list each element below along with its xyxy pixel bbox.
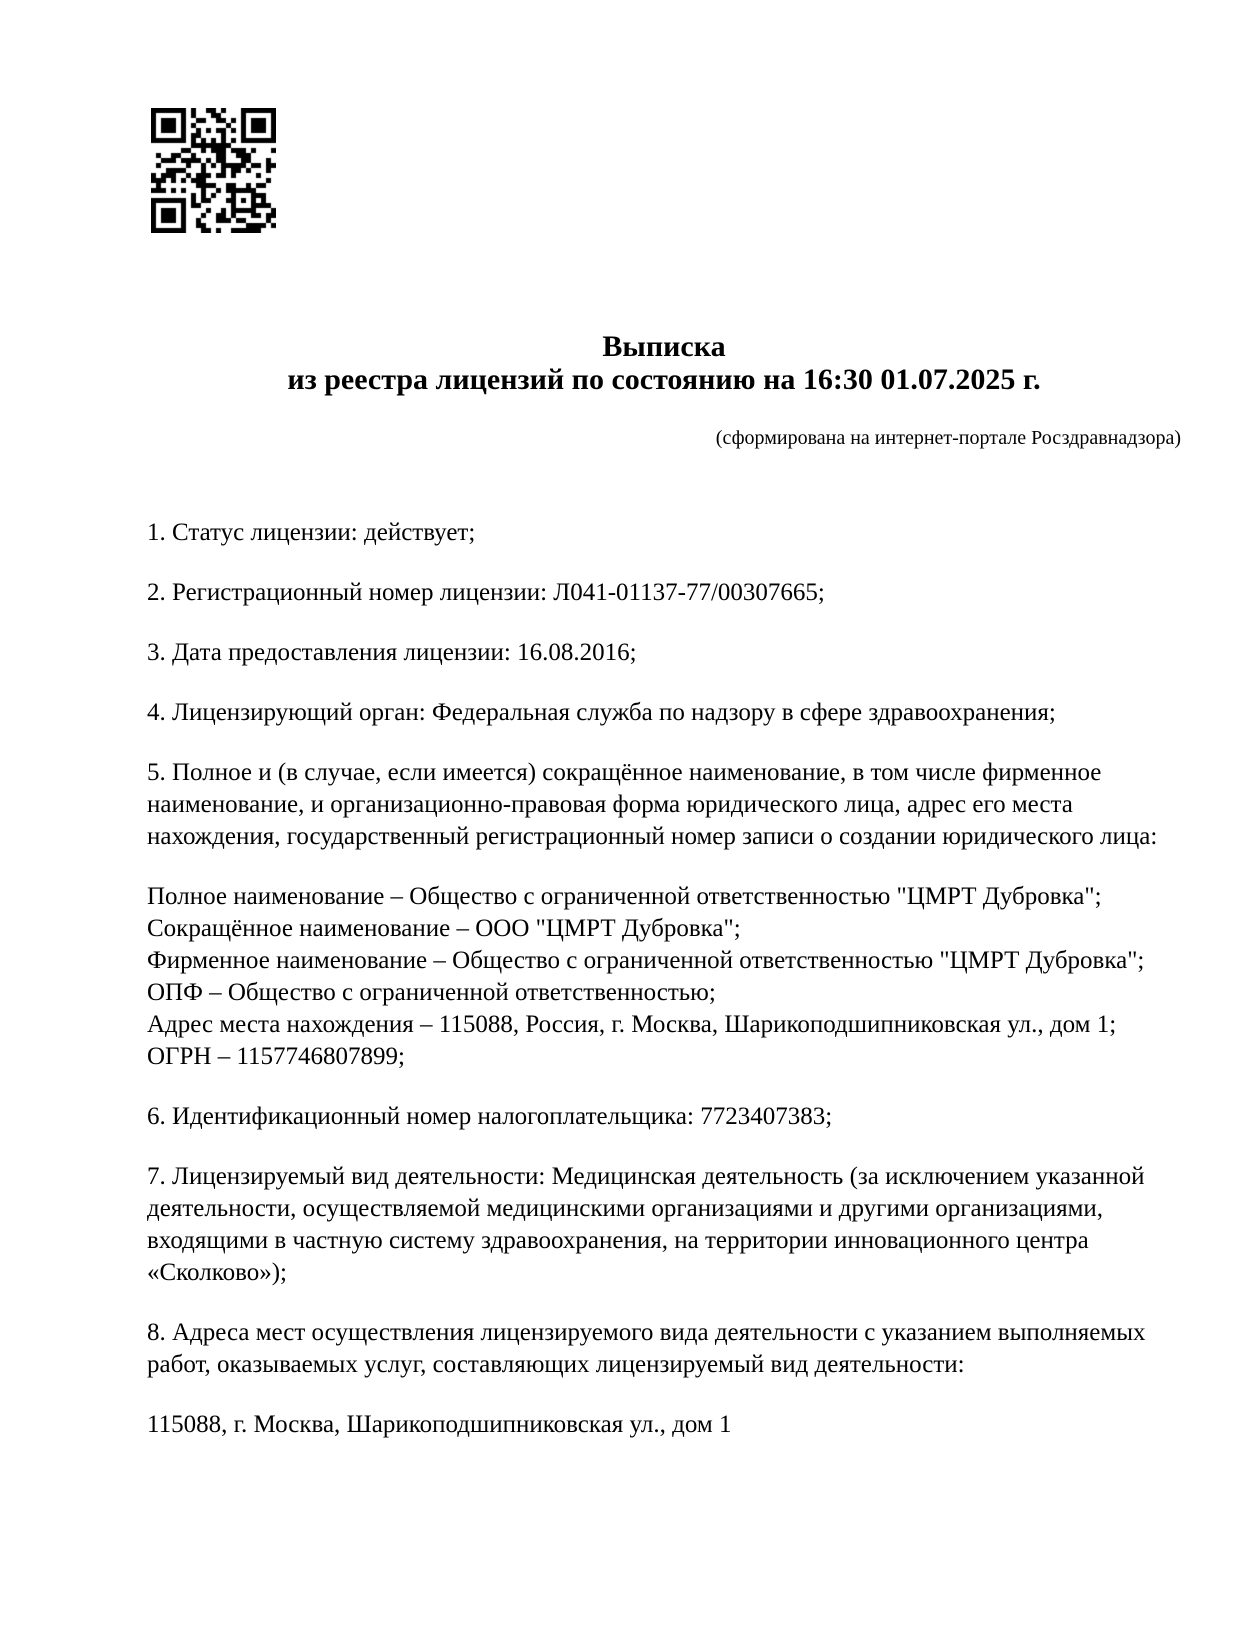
paragraph-grant-date: 3. Дата предоставления лицензии: 16.08.2016; bbox=[147, 639, 637, 666]
paragraph-activity: 7. Лицензируемый вид деятельности: Медицинская деятельность (за исключением указанной деятельности, осуществляемой медицинскими организациями и другими организациями, входящими в частную систему здравоохранения, на территории инновационного центра «Сколково»); bbox=[147, 1163, 1145, 1286]
paragraph-names-intro: 5. Полное и (в случае, если имеется) сокращённое наименование, в том числе фирменное наименование, и организационно-правовая форма юридического лица, адрес его места нахождения, государственный регистрационный номер записи о создании юридического лица: bbox=[147, 759, 1158, 850]
document-body bbox=[147, 517, 1207, 1469]
document-title-line2: из реестра лицензий по состоянию на 16:30 01.07.2025 г. bbox=[287, 363, 1041, 396]
document-subtitle: (сформирована на интернет-портале Росздравнадзора) bbox=[715, 427, 1181, 449]
paragraph-names-details: Полное наименование – Общество с ограниченной ответственностью "ЦМРТ Дубровка"; Сокращённое наименование – ООО "ЦМРТ Дубровка"; Фирменное наименование – Общество с ограниченной ответственностью "ЦМРТ Дубровка"; ОПФ – Общество с ограниченной ответственностью; Адрес места нахождения – 115088, Россия, г. Москва, Шарикоподшипниковская ул., дом 1; ОГРН – 1157746807899; bbox=[147, 883, 1145, 1070]
paragraph-addresses-intro: 8. Адреса мест осуществления лицензируемого вида деятельности с указанием выполняемых работ, оказываемых услуг, составляющих лицензируемый вид деятельности: bbox=[147, 1319, 1146, 1378]
paragraph-address: 115088, г. Москва, Шарикоподшипниковская ул., дом 1 bbox=[147, 1411, 732, 1438]
document-title-line1: Выписка bbox=[602, 330, 726, 363]
paragraph-status: 1. Статус лицензии: действует; bbox=[147, 519, 476, 546]
paragraph-inn: 6. Идентификационный номер налогоплательщика: 7723407383; bbox=[147, 1103, 833, 1130]
qr-code bbox=[151, 108, 276, 233]
paragraph-reg-number: 2. Регистрационный номер лицензии: Л041-01137-77/00307665; bbox=[147, 579, 825, 606]
document-title bbox=[147, 330, 1181, 396]
paragraph-authority: 4. Лицензирующий орган: Федеральная служба по надзору в сфере здравоохранения; bbox=[147, 699, 1056, 726]
